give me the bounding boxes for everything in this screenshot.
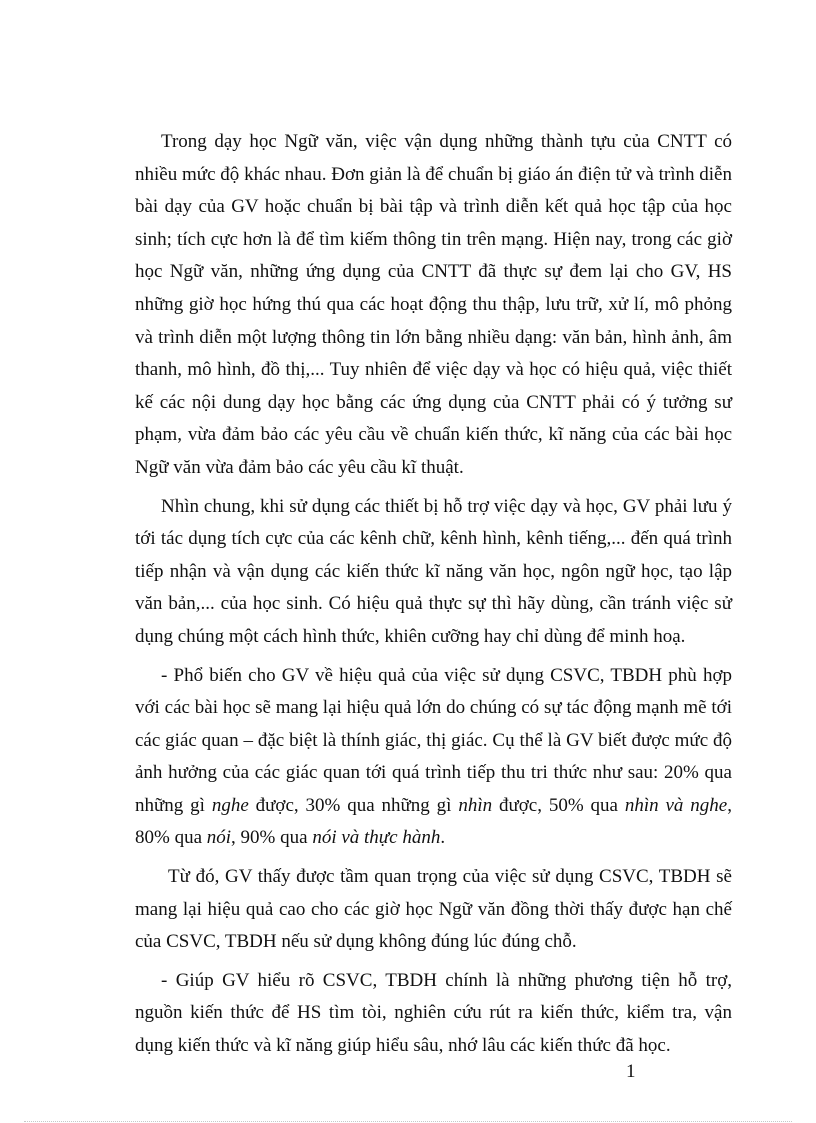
paragraph-inform-teachers xyxy=(135,660,732,856)
emphasis-noi-va-thuc-hanh: nói và thực hành xyxy=(312,827,441,849)
paragraph-inform-mid2: được, 50% qua xyxy=(492,794,625,816)
emphasis-nghe: nghe xyxy=(211,794,249,816)
paragraph-inform-end: . xyxy=(440,827,446,849)
paragraph-help-teachers: - Giúp GV hiểu rõ CSVC, TBDH chính là những phương tiện hỗ trợ, nguồn kiến thức để HS tìm tòi, nghiên cứu rút ra kiến thức, kiểm tra, vận dụng kiến thức và kĩ năng giúp hiểu sâu, nhớ lâu các kiến thức đã học. xyxy=(135,969,732,1057)
emphasis-noi: nói xyxy=(206,827,232,849)
emphasis-nhin: nhìn xyxy=(458,794,493,816)
paragraph-inform-mid1: được, 30% qua những gì xyxy=(248,794,459,816)
paragraph-inform-intro: - Phổ biến cho GV về hiệu quả của việc sử dụng CSVC, TBDH phù hợp với các bài học sẽ mang lại hiệu quả lớn do chúng có sự tác động mạnh mẽ tới các giác quan – đặc biệt là thính giác, thị giác. Cụ thể là GV biết được mức độ ảnh hưởng của các giác quan tới quá trình tiếp thu tri thức như sau: 20% qua những gì xyxy=(135,664,732,816)
document-body xyxy=(135,126,732,1069)
paragraph-cntt-in-teaching: Trong dạy học Ngữ văn, việc vận dụng những thành tựu của CNTT có nhiều mức độ khác nhau. Đơn giản là để chuẩn bị giáo án điện tử và trình diễn bài dạy của GV hoặc chuẩn bị bài tập và trình diễn kết quả học tập của học sinh; tích cực hơn là để tìm kiếm thông tin trên mạng. Hiện nay, trong các giờ học Ngữ văn, những ứng dụng của CNTT đã thực sự đem lại cho GV, HS những giờ học hứng thú qua các hoạt động thu thập, lưu trữ, xử lí, mô phỏng và trình diễn một lượng thông tin lớn bằng nhiều dạng: văn bản, hình ảnh, âm thanh, mô hình, đồ thị,... Tuy nhiên để việc dạy và học có hiệu quả, việc thiết kế các nội dung dạy học bằng các ứng dụng của CNTT phải có ý tưởng sư phạm, vừa đảm bảo các yêu cầu về chuẩn kiến thức, kĩ năng của các bài học Ngữ văn vừa đảm bảo các yêu cầu kĩ thuật. xyxy=(135,131,732,478)
page-number: 1 xyxy=(626,1061,636,1082)
paragraph-importance: Từ đó, GV thấy được tầm quan trọng của việc sử dụng CSVC, TBDH sẽ mang lại hiệu quả cao cho các giờ học Ngữ văn đồng thời thấy được hạn chế của CSVC, TBDH nếu sử dụng không đúng lúc đúng chỗ. xyxy=(135,866,732,953)
paragraph-using-equipment: Nhìn chung, khi sử dụng các thiết bị hỗ trợ việc dạy và học, GV phải lưu ý tới tác dụng tích cực của các kênh chữ, kênh hình, kênh tiếng,... đến quá trình tiếp nhận và vận dụng các kiến thức kĩ năng văn học, ngôn ngữ học, tạo lập văn bản,... của học sinh. Có hiệu quả thực sự thì hãy dùng, cần tránh việc sử dụng chúng một cách hình thức, khiên cưỡng hay chỉ dùng để minh hoạ. xyxy=(135,495,732,647)
paragraph-inform-mid3: , 80% qua xyxy=(135,794,732,849)
paragraph-inform-mid4: , 90% qua xyxy=(231,827,313,849)
emphasis-nhin-va-nghe: nhìn và nghe xyxy=(624,794,728,816)
page-bottom-divider xyxy=(24,1121,792,1122)
